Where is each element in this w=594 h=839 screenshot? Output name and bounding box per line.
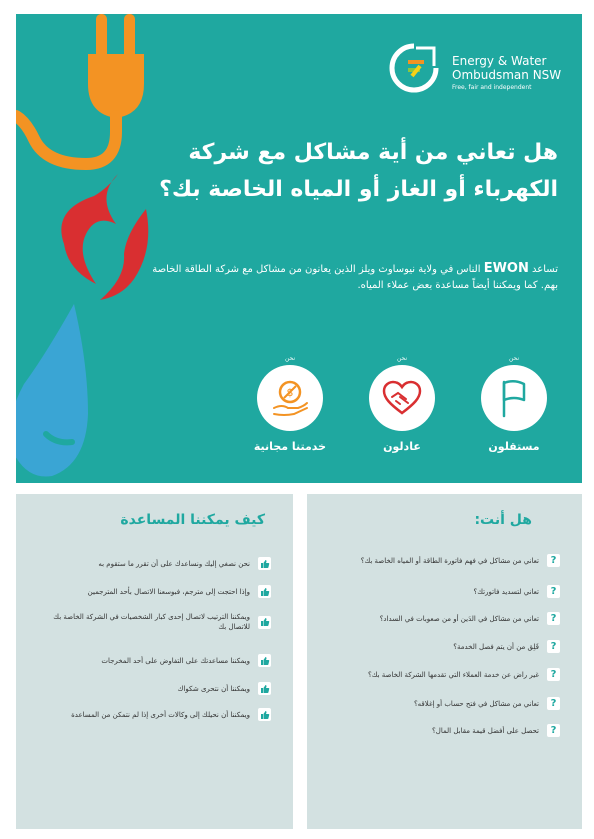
hero-banner <box>16 14 582 483</box>
intro-text <box>148 261 558 294</box>
thumbs-up-icon <box>258 682 271 695</box>
question-icon: ? <box>547 668 560 681</box>
free-hand-icon <box>270 378 310 418</box>
intro-pre: تساعد <box>532 264 558 275</box>
are-you-item-text: تعاني لتسديد فاتورتك؟ <box>473 587 539 596</box>
ewon-logo-mark-icon <box>386 40 442 96</box>
value-label: مستقلون <box>488 440 540 453</box>
ewon-logo <box>386 40 576 100</box>
value-label: عادلون <box>383 440 421 453</box>
thumbs-up-icon <box>258 585 271 598</box>
how-we-help-item <box>31 682 271 695</box>
heart-handshake-icon <box>382 380 422 416</box>
question-icon: ? <box>547 640 560 653</box>
are-you-item-text: تعاني من مشاكل في الدَين أو من صعوبات في السداد؟ <box>379 614 539 623</box>
value-circle <box>257 365 323 431</box>
headline-line2: الكهرباء أو الغاز أو المياه الخاصة بك؟ <box>159 177 558 202</box>
are-you-item <box>320 554 560 567</box>
how-we-help-item-text: ويمكننا مساعدتك على التفاوض على أحد المخرجات <box>101 656 250 665</box>
logo-tagline: Free, fair and independent <box>452 84 532 91</box>
thumbs-up-icon <box>258 557 271 570</box>
flag-icon <box>496 378 532 418</box>
thumbs-up-icon <box>258 616 271 629</box>
are-you-item-text: غير راض عن خدمة العملاء التي تقدمها الشركة الخاصة بك؟ <box>368 670 539 679</box>
are-you-item <box>320 640 560 653</box>
how-we-help-item <box>31 654 271 667</box>
value-circle <box>481 365 547 431</box>
how-we-help-item-text: نحن نصغي إليك ونساعدك على أن تقرر ما ستقوم به <box>98 559 250 568</box>
how-we-help-item-text: ويمكننا أن نتحرى شكواك <box>177 684 250 693</box>
svg-text:$: $ <box>286 386 294 399</box>
value-small: نحن <box>284 355 296 362</box>
how-we-help-title: كيف يمكننا المساعدة <box>120 512 265 528</box>
value-small: نحن <box>508 355 520 362</box>
logo-line2: Ombudsman NSW <box>452 68 562 82</box>
are-you-item <box>320 724 560 737</box>
thumbs-up-icon <box>258 654 271 667</box>
logo-line1: Energy & Water <box>452 54 547 68</box>
intro-brand: EWON <box>483 261 529 276</box>
headline-line1: هل تعاني من أية مشاكل مع شركة <box>188 140 558 165</box>
value-fair <box>362 355 442 453</box>
how-we-help-item-text: وإذا احتجت إلى مترجم، فبوسعنا الاتصال بأحد المترجمين <box>87 587 250 596</box>
value-label: خدمتنا مجانية <box>253 440 327 453</box>
question-icon: ? <box>547 554 560 567</box>
headline <box>128 134 558 208</box>
are-you-item-text: تحصل على أفضل قيمة مقابل المال؟ <box>432 726 539 735</box>
how-we-help-item <box>31 585 271 598</box>
value-free <box>250 355 330 453</box>
question-icon: ? <box>547 697 560 710</box>
are-you-item <box>320 612 560 625</box>
thumbs-up-icon <box>258 708 271 721</box>
are-you-item-text: تعاني من مشاكل في فتح حساب أو إغلاقه؟ <box>413 699 539 708</box>
are-you-item <box>320 668 560 681</box>
water-drop-icon <box>16 304 91 483</box>
are-you-panel <box>307 494 582 829</box>
intro-rest: الناس في ولاية نيوساوث ويلز الذين يعانون من مشاكل مع شركة الطاقة الخاصة بهم. كما ويمكننا أيضاً مساعدة بعض عملاء المياه. <box>152 264 558 291</box>
value-circle <box>369 365 435 431</box>
are-you-item <box>320 697 560 710</box>
question-icon: ? <box>547 585 560 598</box>
how-we-help-panel <box>16 494 293 829</box>
are-you-item-text: قَلِق من أن يتم فصل الخدمة؟ <box>453 642 539 651</box>
how-we-help-item-text: ويمكننا أن نحيلك إلى وكالات أخرى إذا لم نتمكن من المساعدة <box>71 710 250 719</box>
are-you-title: هل أنت: <box>474 512 532 528</box>
question-icon: ? <box>547 612 560 625</box>
value-small: نحن <box>396 355 408 362</box>
how-we-help-item-text: ويمكننا الترتيب لاتصال إحدى كبار الشخصيات في الشركة الخاصة بك للاتصال بك <box>53 613 250 631</box>
how-we-help-item <box>31 612 271 632</box>
are-you-item-text: تعاني من مشاكل في فهم فاتورة الطاقة أو المياه الخاصة بك؟ <box>360 556 539 565</box>
how-we-help-item <box>31 557 271 570</box>
question-icon: ? <box>547 724 560 737</box>
are-you-item <box>320 585 560 598</box>
how-we-help-item <box>31 708 271 721</box>
value-independent <box>474 355 554 453</box>
